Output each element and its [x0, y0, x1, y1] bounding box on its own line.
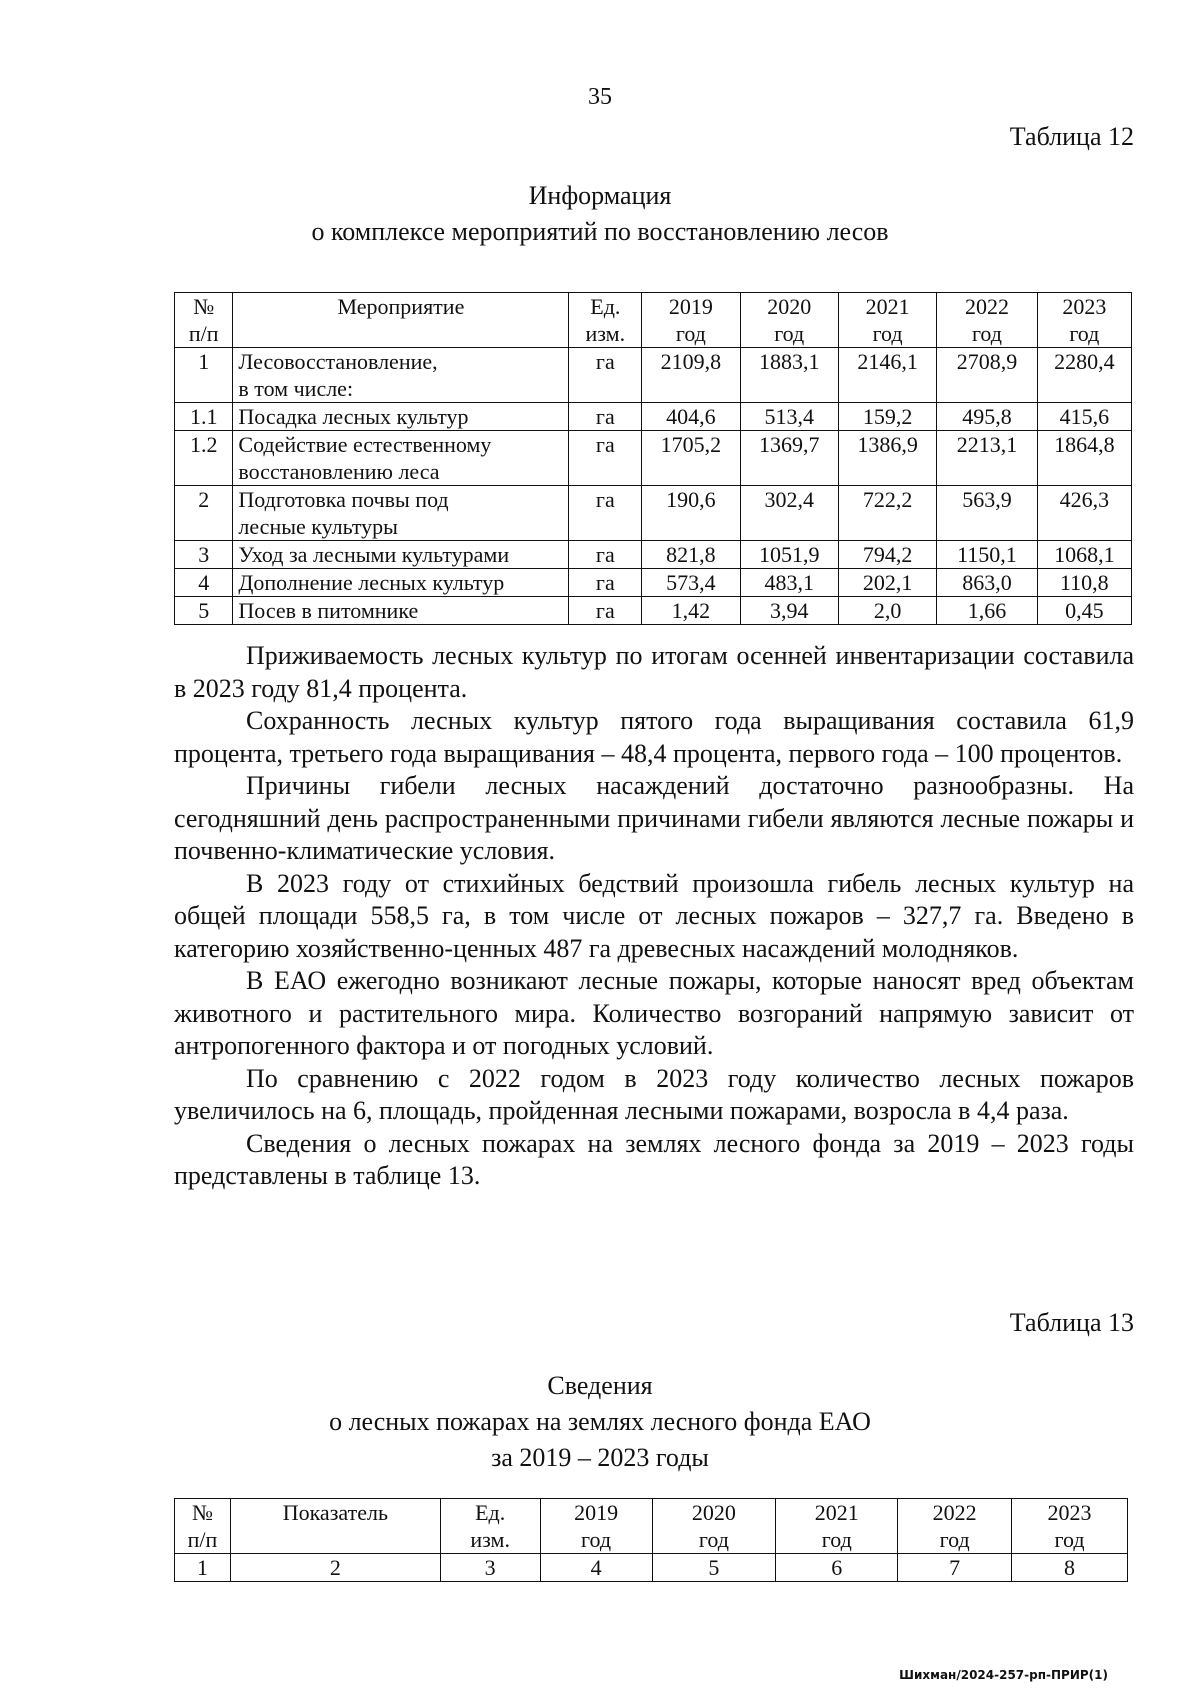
table13 — [174, 1498, 1128, 1582]
index-cell: 3 — [440, 1554, 540, 1582]
table12-title: Информация — [528, 181, 672, 210]
value-cell: 1883,1 — [740, 348, 838, 403]
value-cell: 1864,8 — [1037, 431, 1131, 486]
value-cell: 1051,9 — [740, 541, 838, 569]
header-year-2023: 2023 год — [1037, 293, 1131, 348]
row-number: 2 — [175, 486, 233, 541]
row-number: 1 — [175, 348, 233, 403]
header-num: № п/п — [175, 1499, 231, 1554]
value-cell: 404,6 — [642, 403, 740, 431]
activity-name-line: Дополнение лесных культур — [238, 570, 505, 595]
activity-name — [233, 541, 569, 569]
value-cell: 2109,8 — [642, 348, 740, 403]
table13-period: за 2019 – 2023 годы — [491, 1443, 709, 1472]
index-cell: 8 — [1012, 1554, 1128, 1582]
unit-cell: га — [569, 486, 642, 541]
header-num: № п/п — [175, 293, 233, 348]
paragraph: Сохранность лесных культур пятого года выращивания составила 61,9 процента, третьего года выращивания – 48,4 процента, первого года – 100 процентов. — [174, 706, 1134, 768]
value-cell: 415,6 — [1037, 403, 1131, 431]
value-cell: 159,2 — [838, 403, 936, 431]
table-row — [175, 348, 1132, 403]
row-number: 1.1 — [175, 403, 233, 431]
activity-name — [233, 597, 569, 625]
paragraph: Причины гибели лесных насаждений достаточно разнообразны. На сегодняшний день распространенными причинами гибели являются лесные пожары и почвенно-климатические условия. — [174, 771, 1134, 865]
activity-name — [233, 486, 569, 541]
unit-cell: га — [569, 431, 642, 486]
table-row — [175, 431, 1132, 486]
page-number: 35 — [588, 84, 612, 110]
value-cell: 190,6 — [642, 486, 740, 541]
index-cell: 7 — [898, 1554, 1012, 1582]
activity-name — [233, 431, 569, 486]
index-cell: 4 — [540, 1554, 652, 1582]
header-unit: Ед. изм. — [569, 293, 642, 348]
activity-name — [233, 569, 569, 597]
header-activity: Мероприятие — [233, 293, 569, 348]
unit-cell: га — [569, 348, 642, 403]
header-unit: Ед. изм. — [440, 1499, 540, 1554]
row-number: 3 — [175, 541, 233, 569]
activity-name-line: Подготовка почвы под — [238, 487, 449, 512]
value-cell: 0,45 — [1037, 597, 1131, 625]
table12-subtitle: о комплексе мероприятий по восстановлению лесов — [311, 217, 889, 246]
value-cell: 1068,1 — [1037, 541, 1131, 569]
header-year-2020: 2020 год — [652, 1499, 776, 1554]
table13-header-row — [175, 1499, 1128, 1554]
table13-index-row — [175, 1554, 1128, 1582]
value-cell: 426,3 — [1037, 486, 1131, 541]
value-cell: 302,4 — [740, 486, 838, 541]
table-row — [175, 597, 1132, 625]
paragraph: Приживаемость лесных культур по итогам осенней инвентаризации составила в 2023 году 81,4 процента. — [174, 641, 1134, 703]
header-indicator: Показатель — [230, 1499, 440, 1554]
document-code: Шихман/2024-257-рп-ПРИР(1) — [899, 1668, 1108, 1682]
index-cell: 1 — [175, 1554, 231, 1582]
value-cell: 1705,2 — [642, 431, 740, 486]
table-row — [175, 569, 1132, 597]
value-cell: 110,8 — [1037, 569, 1131, 597]
table12 — [174, 292, 1132, 625]
activity-name — [233, 348, 569, 403]
table12-title-block — [0, 178, 1200, 250]
table-row — [175, 541, 1132, 569]
paragraph: По сравнению с 2022 годом в 2023 году количество лесных пожаров увеличилось на 6, площадь, пройденная лесными пожарами, возросла в 4,4 раза. — [174, 1063, 1134, 1125]
value-cell: 3,94 — [740, 597, 838, 625]
index-cell: 2 — [230, 1554, 440, 1582]
header-year-2019: 2019 год — [642, 293, 740, 348]
activity-name — [233, 403, 569, 431]
value-cell: 495,8 — [937, 403, 1037, 431]
value-cell: 2,0 — [838, 597, 936, 625]
table13-caption: Таблица 13 — [1009, 1308, 1134, 1337]
activity-name-line: в том числе: — [238, 376, 354, 401]
value-cell: 1369,7 — [740, 431, 838, 486]
value-cell: 1,42 — [642, 597, 740, 625]
body-text — [174, 640, 1134, 1193]
paragraph: В 2023 году от стихийных бедствий произошла гибель лесных культур на общей площади 558,5 га, в том числе от лесных пожаров – 327,7 га. Введено в категорию хозяйственно-ценных 487 га древесных насаждений молодняков. — [174, 868, 1134, 963]
header-year-2020: 2020 год — [740, 293, 838, 348]
value-cell: 202,1 — [838, 569, 936, 597]
header-year-2023: 2023 год — [1012, 1499, 1128, 1554]
unit-cell: га — [569, 403, 642, 431]
value-cell: 573,4 — [642, 569, 740, 597]
unit-cell: га — [569, 597, 642, 625]
unit-cell: га — [569, 541, 642, 569]
value-cell: 483,1 — [740, 569, 838, 597]
value-cell: 821,8 — [642, 541, 740, 569]
row-number: 1.2 — [175, 431, 233, 486]
paragraph: В ЕАО ежегодно возникают лесные пожары, которые наносят вред объектам животного и растительного мира. Количество возгораний напрямую зависит от антропогенного фактора и от погодных условий. — [174, 966, 1134, 1060]
table13-title-block — [0, 1368, 1200, 1476]
activity-name-line: Посев в питомнике — [238, 598, 419, 623]
index-cell: 5 — [652, 1554, 776, 1582]
value-cell: 2280,4 — [1037, 348, 1131, 403]
value-cell: 1150,1 — [937, 541, 1037, 569]
table-row — [175, 403, 1132, 431]
header-year-2019: 2019 год — [540, 1499, 652, 1554]
unit-cell: га — [569, 569, 642, 597]
value-cell: 2213,1 — [937, 431, 1037, 486]
paragraph: Сведения о лесных пожарах на землях лесного фонда за 2019 – 2023 годы представлены в таблице 13. — [174, 1128, 1134, 1190]
activity-name-line: лесные культуры — [238, 514, 398, 539]
value-cell: 563,9 — [937, 486, 1037, 541]
value-cell: 1,66 — [937, 597, 1037, 625]
table12-header-row — [175, 293, 1132, 348]
activity-name-line: Содействие естественному — [238, 432, 492, 457]
activity-name-line: Лесовосстановление, — [238, 349, 438, 374]
activity-name-line: Уход за лесными культурами — [238, 542, 510, 567]
table-row — [175, 486, 1132, 541]
activity-name-line: восстановлению леса — [238, 459, 440, 484]
row-number: 5 — [175, 597, 233, 625]
value-cell: 863,0 — [937, 569, 1037, 597]
table13-title: Сведения — [547, 1371, 653, 1400]
table12-caption: Таблица 12 — [1009, 122, 1134, 151]
row-number: 4 — [175, 569, 233, 597]
value-cell: 2146,1 — [838, 348, 936, 403]
header-year-2022: 2022 год — [898, 1499, 1012, 1554]
header-year-2022: 2022 год — [937, 293, 1037, 348]
header-year-2021: 2021 год — [776, 1499, 898, 1554]
table13-subtitle: о лесных пожарах на землях лесного фонда ЕАО — [329, 1407, 871, 1436]
value-cell: 2708,9 — [937, 348, 1037, 403]
header-year-2021: 2021 год — [838, 293, 936, 348]
value-cell: 513,4 — [740, 403, 838, 431]
value-cell: 1386,9 — [838, 431, 936, 486]
activity-name-line: Посадка лесных культур — [238, 404, 469, 429]
index-cell: 6 — [776, 1554, 898, 1582]
value-cell: 794,2 — [838, 541, 936, 569]
value-cell: 722,2 — [838, 486, 936, 541]
